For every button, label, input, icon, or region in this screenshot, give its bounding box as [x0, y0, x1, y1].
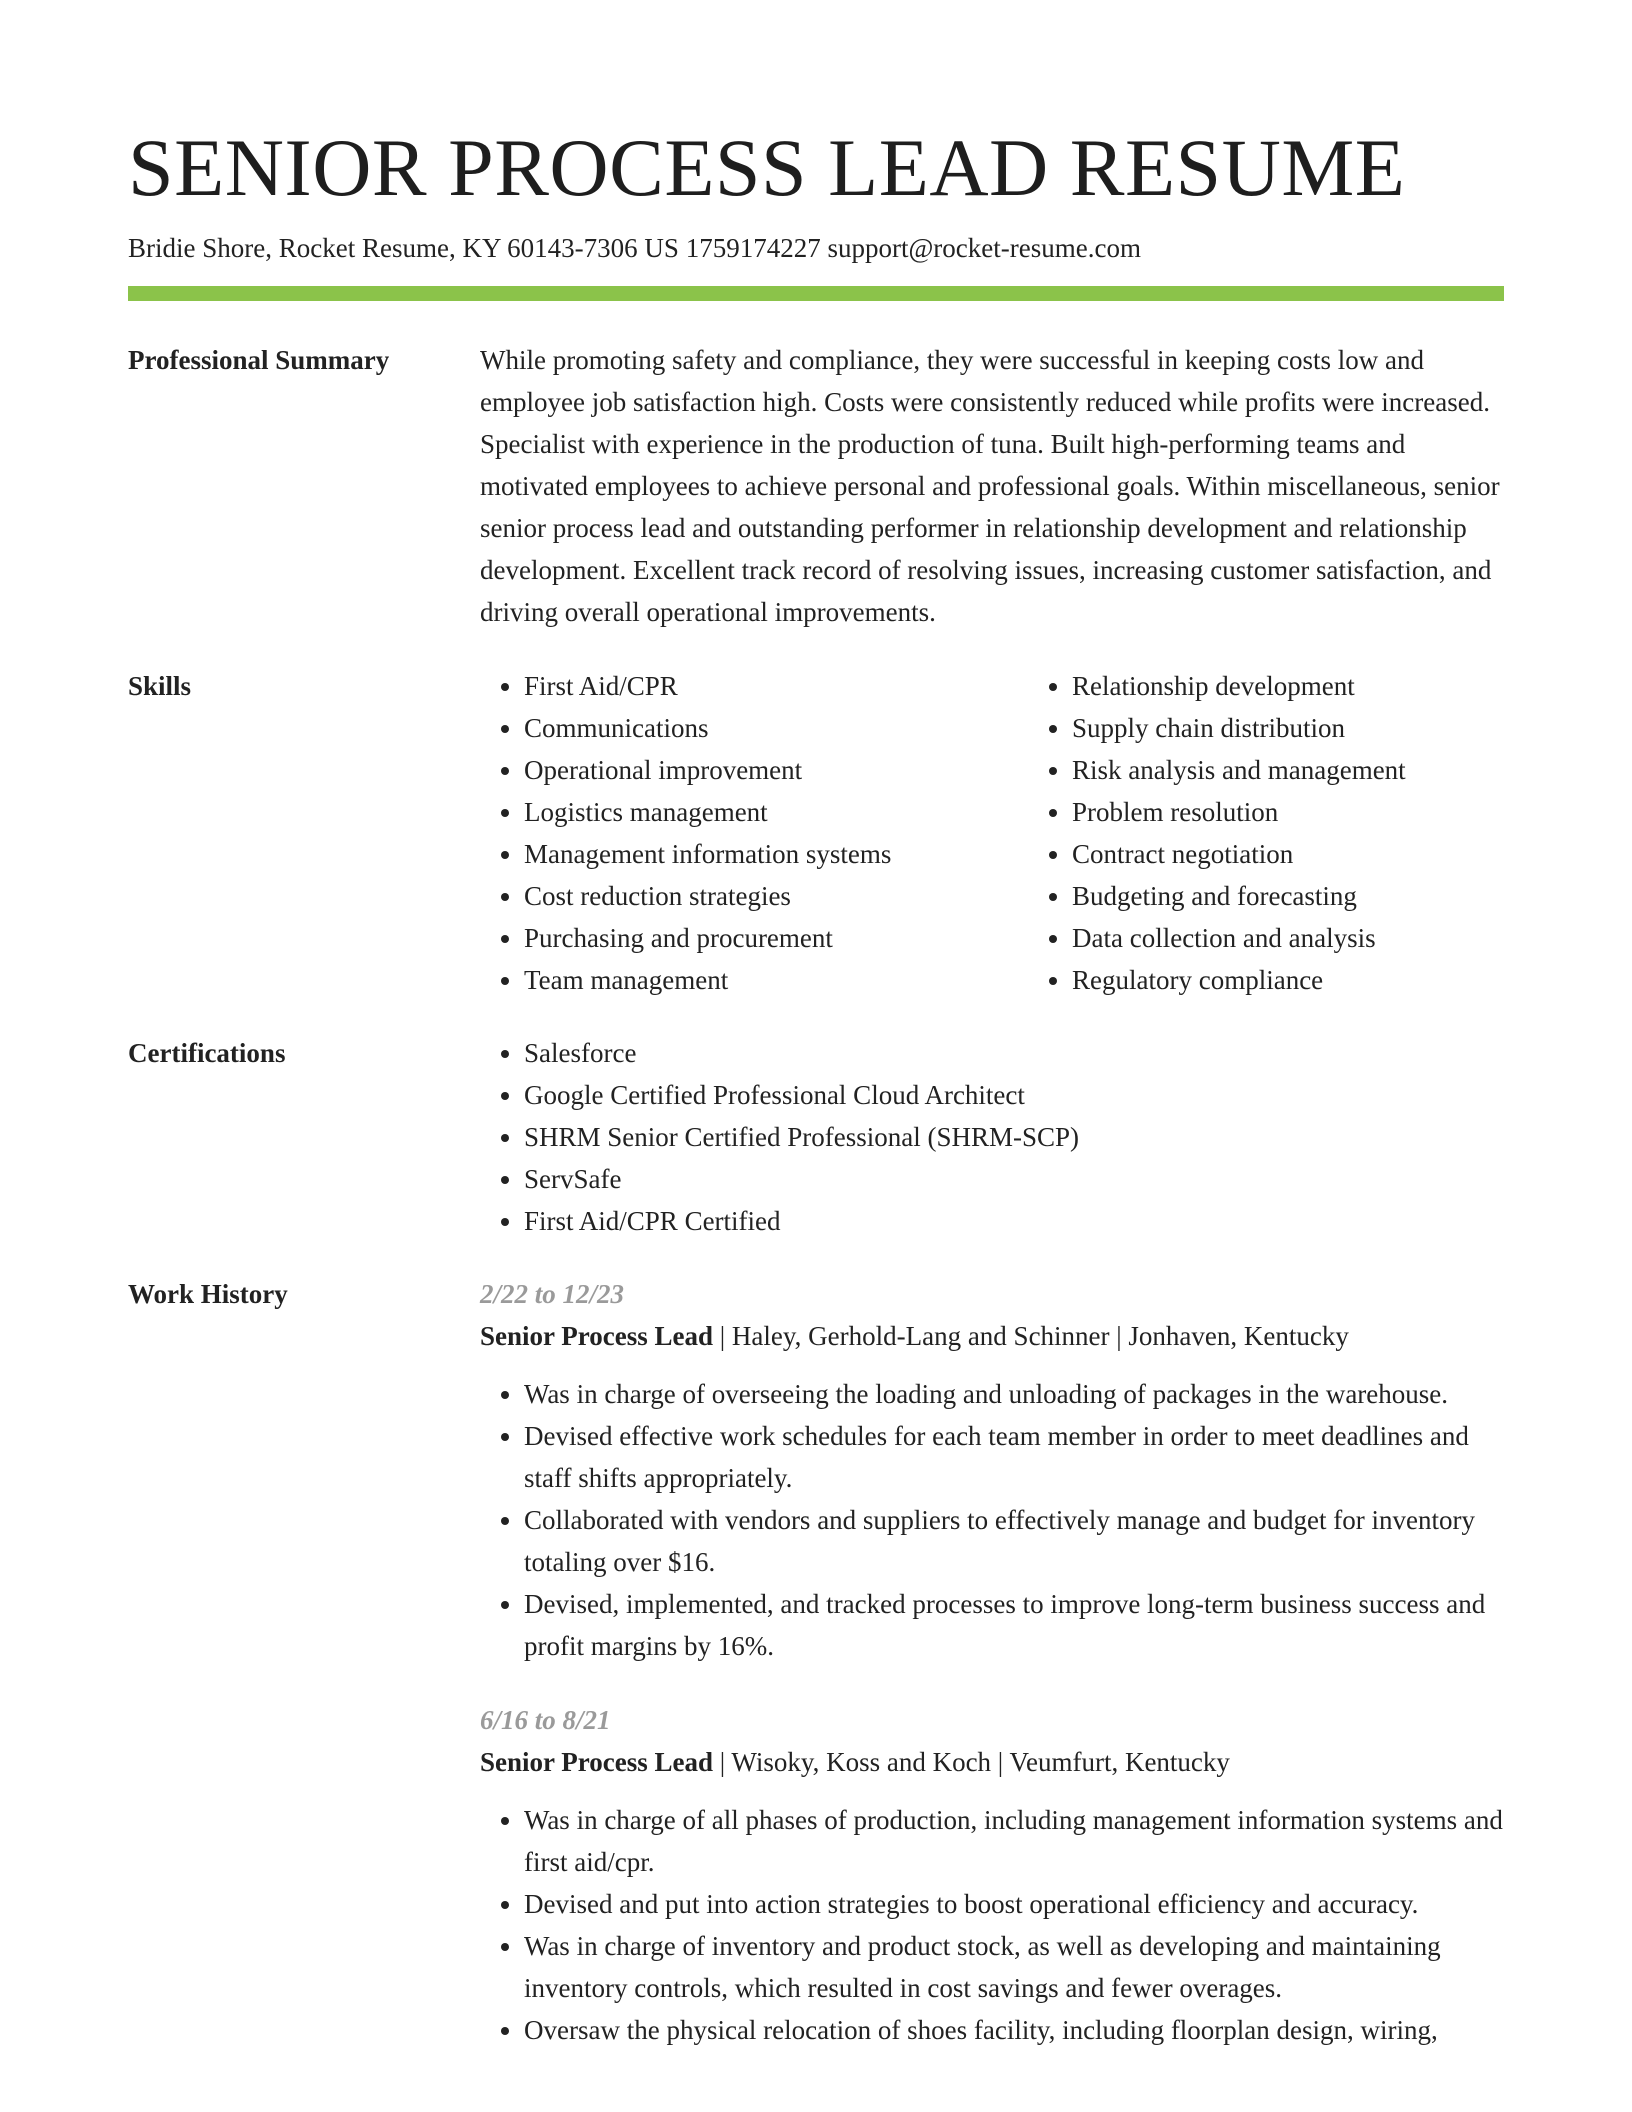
job-bullet: • Devised, implemented, and tracked processes to improve long-term business success and profit margins by 16%.: [524, 1583, 1504, 1667]
certification-item: • SHRM Senior Certified Professional (SHRM-SCP): [524, 1116, 1504, 1158]
job-employer-location: | Haley, Gerhold-Lang and Schinner | Jonhaven, Kentucky: [713, 1321, 1349, 1351]
job-entry: [480, 1699, 1504, 2051]
skill-item: • Data collection and analysis: [1072, 917, 1576, 959]
work-history-section: [128, 1273, 1504, 2051]
skill-item: • Contract negotiation: [1072, 833, 1576, 875]
skill-item: • Communications: [524, 707, 1028, 749]
skill-item: • Operational improvement: [524, 749, 1028, 791]
resume-page: [128, 118, 1504, 2051]
skill-item: • Supply chain distribution: [1072, 707, 1576, 749]
accent-divider: [128, 286, 1504, 301]
job-dates: 6/16 to 8/21: [480, 1705, 611, 1735]
certification-item: • Google Certified Professional Cloud Architect: [524, 1074, 1504, 1116]
skill-item: • Problem resolution: [1072, 791, 1576, 833]
job-employer-location: | Wisoky, Koss and Koch | Veumfurt, Kentucky: [713, 1747, 1230, 1777]
certifications-section: [128, 1032, 1504, 1242]
job-bullet: • Devised effective work schedules for each team member in order to meet deadlines and staff shifts appropriately.: [524, 1415, 1504, 1499]
resume-title: SENIOR PROCESS LEAD RESUME: [128, 122, 1406, 213]
job-dates: 2/22 to 12/23: [480, 1279, 625, 1309]
section-label-certifications: Certifications: [128, 1038, 286, 1068]
skill-item: • Logistics management: [524, 791, 1028, 833]
job-bullet: • Oversaw the physical relocation of shoes facility, including floorplan design, wiring,: [524, 2009, 1504, 2051]
skill-item: • Cost reduction strategies: [524, 875, 1028, 917]
job-header: [480, 1315, 1504, 1357]
skill-item: • Team management: [524, 959, 1028, 1001]
summary-text: While promoting safety and compliance, they were successful in keeping costs low and employee job satisfaction high. Costs were consistently reduced while profits were increased. Specialist with experience in the production of tuna. Built high-performing teams and motivated employees to achieve personal and professional goals. Within miscellaneous, senior senior process lead and outstanding performer in relationship development and relationship development. Excellent track record of resolving issues, increasing customer satisfaction, and driving overall operational improvements.: [480, 345, 1500, 627]
certification-item: • First Aid/CPR Certified: [524, 1200, 1504, 1242]
summary-section: [128, 339, 1504, 633]
job-bullet: • Collaborated with vendors and suppliers to effectively manage and budget for inventory totaling over $16.: [524, 1499, 1504, 1583]
skill-item: • Regulatory compliance: [1072, 959, 1576, 1001]
certification-item: • Salesforce: [524, 1032, 1504, 1074]
skill-item: • Purchasing and procurement: [524, 917, 1028, 959]
skills-section: [128, 665, 1504, 1001]
skill-item: • Relationship development: [1072, 665, 1576, 707]
job-bullet: • Was in charge of overseeing the loading and unloading of packages in the warehouse.: [524, 1373, 1504, 1415]
skill-item: • First Aid/CPR: [524, 665, 1028, 707]
skill-item: • Management information systems: [524, 833, 1028, 875]
job-title: Senior Process Lead: [480, 1321, 713, 1351]
certification-item: • ServSafe: [524, 1158, 1504, 1200]
job-entry: [480, 1273, 1504, 1667]
certifications-list: [480, 1032, 1504, 1242]
job-title: Senior Process Lead: [480, 1747, 713, 1777]
skills-list-left: [480, 665, 1028, 1001]
job-bullet: • Was in charge of inventory and product stock, as well as developing and maintaining inventory controls, which resulted in cost savings and fewer overages.: [524, 1925, 1504, 2009]
skill-item: • Budgeting and forecasting: [1072, 875, 1576, 917]
section-label-summary: Professional Summary: [128, 345, 390, 375]
contact-line: Bridie Shore, Rocket Resume, KY 60143-7306 US 1759174227 support@rocket-resume.com: [128, 233, 1141, 263]
job-bullets: [480, 1799, 1504, 2051]
job-bullets: [480, 1373, 1504, 1667]
section-label-work-history: Work History: [128, 1279, 288, 1309]
job-header: [480, 1741, 1504, 1783]
section-label-skills: Skills: [128, 671, 192, 701]
skills-list-right: [1028, 665, 1576, 1001]
job-bullet: • Was in charge of all phases of production, including management information systems and first aid/cpr.: [524, 1799, 1504, 1883]
job-bullet: • Devised and put into action strategies to boost operational efficiency and accuracy.: [524, 1883, 1504, 1925]
skill-item: • Risk analysis and management: [1072, 749, 1576, 791]
